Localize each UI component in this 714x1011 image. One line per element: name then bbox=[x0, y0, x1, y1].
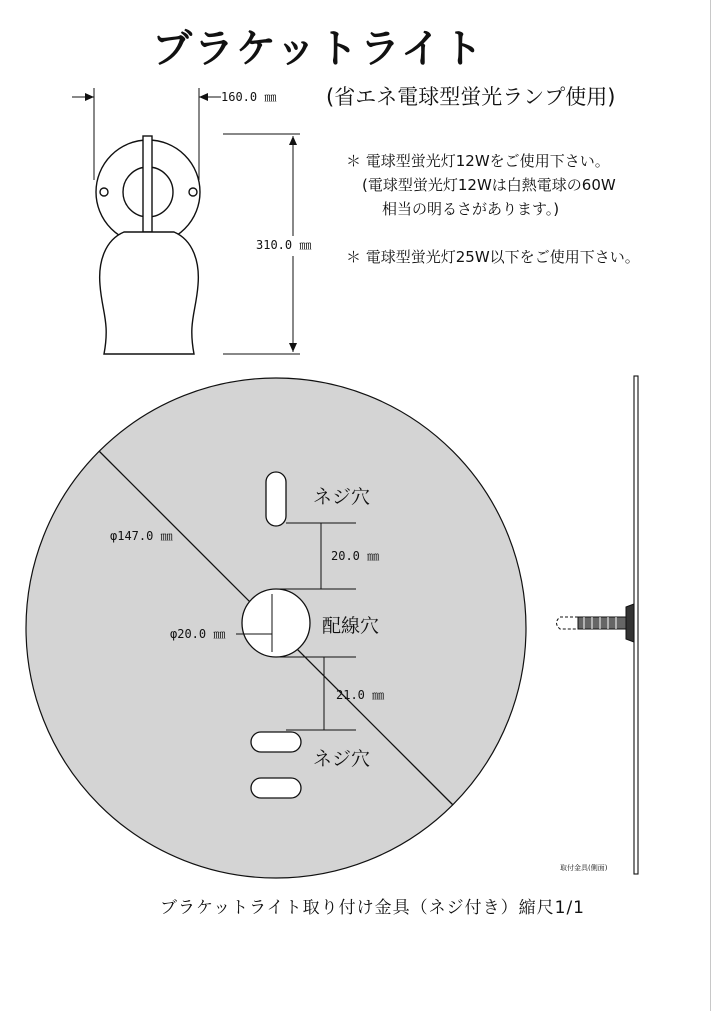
note-line: (電球型蛍光灯12Wは白熱電球の60W bbox=[362, 176, 616, 194]
width-dimension-label: 160.0 ㎜ bbox=[221, 90, 277, 104]
upper-offset-label: 20.0 ㎜ bbox=[331, 549, 380, 563]
wiring-hole-label: 配線穴 bbox=[322, 615, 380, 637]
plate-edge bbox=[634, 376, 638, 874]
screw-hole-bottom bbox=[251, 732, 301, 752]
lower-offset-label: 21.0 ㎜ bbox=[336, 688, 385, 702]
hole-diameter-label: φ20.0 ㎜ bbox=[170, 627, 226, 641]
screw-tip bbox=[557, 617, 579, 629]
screw-thread bbox=[578, 617, 626, 629]
mounting-plate bbox=[26, 378, 526, 878]
note-line: ＊ 電球型蛍光灯12Wをご使用下さい。 bbox=[346, 152, 610, 170]
height-dimension-label: 310.0 ㎜ bbox=[256, 238, 312, 252]
note-line: 相当の明るさがあります。) bbox=[382, 200, 560, 218]
mount-hole bbox=[189, 188, 197, 196]
screw-head bbox=[626, 604, 634, 642]
plate-diameter-label: φ147.0 ㎜ bbox=[110, 529, 173, 543]
screw-hole-top bbox=[266, 472, 286, 526]
note-line: ＊ 電球型蛍光灯25W以下をご使用下さい。 bbox=[346, 248, 640, 266]
screw-hole-bottom-2 bbox=[251, 778, 301, 798]
page-subtitle: (省エネ電球型蛍光ランプ使用) bbox=[326, 85, 616, 109]
mount-hole bbox=[100, 188, 108, 196]
side-view-label: 取付金具(側面) bbox=[560, 864, 608, 872]
screw-hole-top-label: ネジ穴 bbox=[313, 486, 371, 508]
drawing-caption: ブラケットライト取り付け金具（ネジ付き）縮尺1/1 bbox=[160, 898, 585, 918]
usage-notes bbox=[346, 152, 640, 266]
wiring-hole bbox=[242, 589, 310, 657]
page-title: ブラケットライト bbox=[152, 26, 485, 72]
stem bbox=[143, 136, 152, 232]
fixture-front-view bbox=[72, 88, 300, 354]
bracket-side-view bbox=[557, 376, 639, 874]
lamp-shade bbox=[100, 232, 199, 354]
screw-hole-bottom-label: ネジ穴 bbox=[313, 748, 371, 770]
